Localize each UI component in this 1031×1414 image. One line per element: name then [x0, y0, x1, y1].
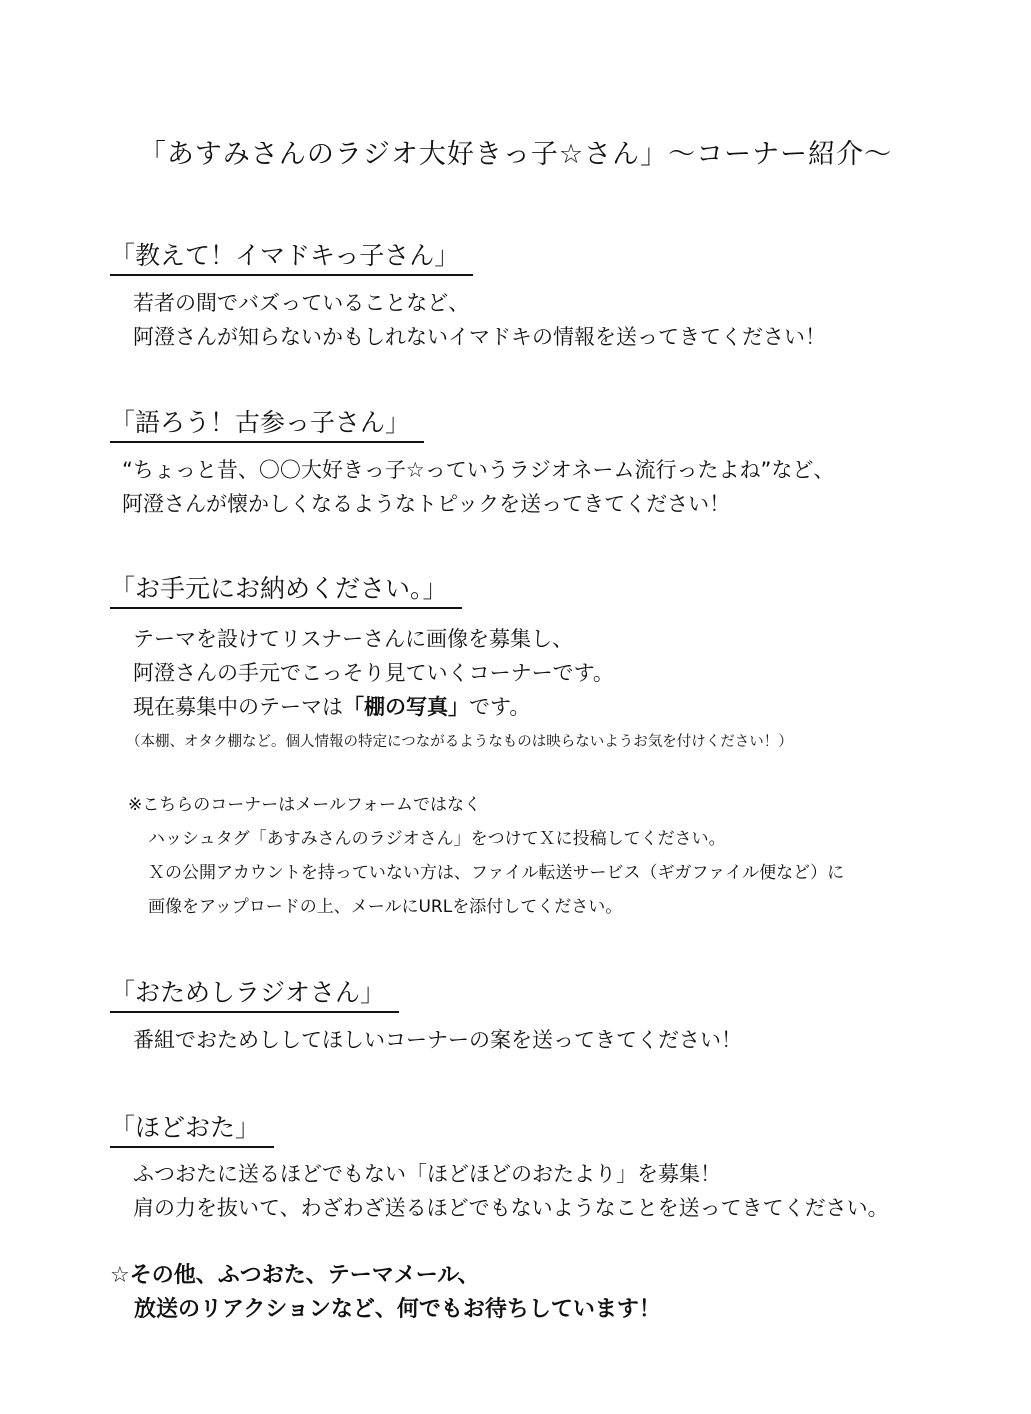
description-line: 番組でおためししてほしいコーナーの案を送ってきてください！	[133, 1028, 742, 1052]
corner-heading-otemoto: 「お手元にお納めください。」	[110, 569, 462, 609]
corner-description-kosan	[122, 453, 834, 521]
note-line: ※こちらのコーナーはメールフォームではなく	[128, 795, 482, 815]
corner-heading-kosan: 「語ろう！古参っ子さん」	[110, 403, 424, 443]
corner-heading-imadoki: 「教えて！イマドキっ子さん」	[110, 236, 473, 276]
note-line: Ｘの公開アカウントを持っていない方は、ファイル転送サービス（ギガファイル便など）に	[148, 863, 845, 883]
description-line: テーマを設けてリスナーさんに画像を募集し、	[133, 627, 574, 651]
description-line: 阿澄さんの手元でこっそり見ていくコーナーです。	[133, 661, 614, 685]
corner-description-imadoki	[133, 286, 826, 354]
description-line: “ちょっと昔、〇〇大好きっ子☆っていうラジオネーム流行ったよね”など、	[122, 458, 835, 482]
page-title: 「あすみさんのラジオ大好きっ子☆さん」〜コーナー紹介〜	[138, 139, 893, 170]
corner-description-otemoto	[133, 622, 614, 724]
corner-description-hodoota	[133, 1157, 889, 1225]
theme-note: （本棚、オタク棚など。個人情報の特定につながるようなものは映らないようお気を付けください！）	[126, 734, 793, 750]
closing-message	[110, 1259, 661, 1327]
description-line: 肩の力を抜いて、わざわざ送るほどでもないようなことを送ってきてください。	[133, 1196, 889, 1220]
corner-description-otameshi	[133, 1023, 742, 1057]
theme-line	[133, 690, 614, 724]
corner-heading-hodoota: 「ほどおた」	[110, 1108, 274, 1148]
description-line: ふつおたに送るほどでもない「ほどほどのおたより」を募集！	[133, 1162, 721, 1186]
theme-prefix: 現在募集中のテーマは	[133, 695, 343, 719]
corner-heading-otameshi: 「おためしラジオさん」	[110, 973, 399, 1013]
note-line: 画像をアップロードの上、メールにURLを添付してください。	[148, 897, 623, 917]
closing-line: ☆その他、ふつおた、テーマメール、	[110, 1263, 480, 1288]
theme-suffix: です。	[469, 695, 531, 719]
note-line: ハッシュタグ「あすみさんのラジオさん」をつけてＸに投稿してください。	[148, 829, 726, 849]
description-line: 若者の間でバズっていることなど、	[133, 291, 470, 315]
description-line: 阿澄さんが知らないかもしれないイマドキの情報を送ってきてください！	[133, 325, 826, 349]
closing-line: 放送のリアクションなど、何でもお待ちしています！	[134, 1297, 661, 1322]
posting-note	[128, 788, 844, 924]
theme-name: 「棚の写真」	[343, 695, 469, 719]
description-line: 阿澄さんが懐かしくなるようなトピックを送ってきてください！	[122, 492, 731, 516]
